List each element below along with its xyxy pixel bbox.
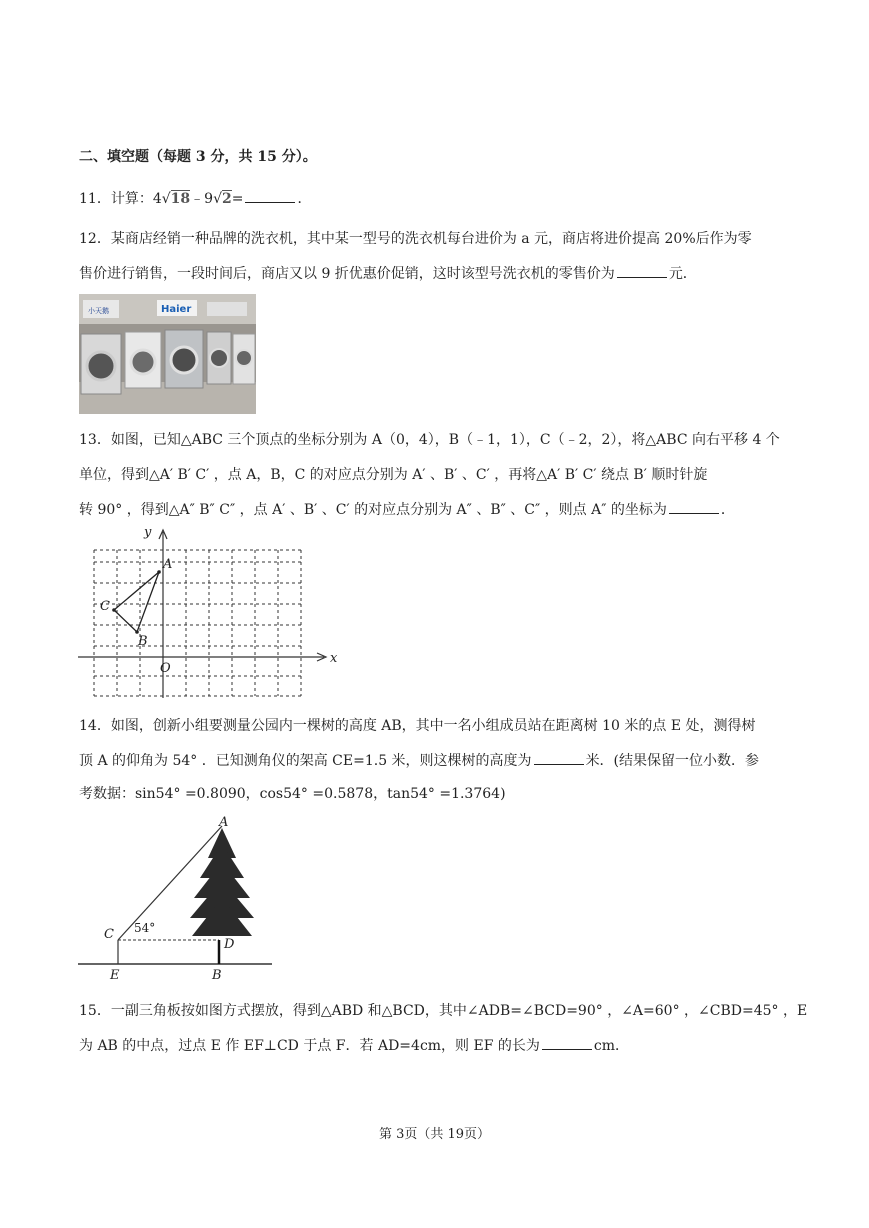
q11-prefix: 11．计算：4 — [79, 191, 162, 207]
triangle-abc — [114, 572, 159, 632]
q13-line-2: 单位，得到△A′ B′ C′ ，点 A，B，C 的对应点分别为 A′ 、B′ 、C′ ，再将△A′ B′ C′ 绕点 B′ 顺时针旋 — [79, 467, 708, 483]
label-a: A — [219, 815, 229, 830]
answer-blank — [245, 188, 295, 203]
label-b: B — [212, 968, 222, 983]
q11-radicand-1: 18 — [170, 191, 191, 207]
label-o: O — [160, 661, 171, 676]
label-c: C — [100, 599, 110, 614]
tree-icon — [190, 828, 254, 936]
brand-sign: Haier — [161, 304, 192, 315]
q14-text-cont: 米．(结果保留一位小数．参 — [585, 753, 760, 769]
angle-label: 54° — [134, 921, 156, 935]
q11-end: ． — [297, 191, 312, 207]
q13-text: 转 90° ，得到△A″ B″ C″ ，点 A′ 、B′ 、C′ 的对应点分别为 A″ 、B″ 、C″ ，则点 A″ 的坐标为 — [79, 502, 667, 518]
q11-radicand-2: 2 — [221, 191, 232, 207]
question-11 — [79, 188, 311, 209]
q12-line-2 — [79, 263, 697, 284]
label-a: A — [163, 557, 173, 572]
label-b: B — [138, 634, 148, 649]
sqrt-sign-icon: √ — [161, 191, 171, 207]
label-c: C — [104, 927, 114, 942]
answer-blank — [669, 499, 719, 514]
q15-line-1: 15．一副三角板按如图方式摆放，得到△ABD 和△BCD，其中∠ADB=∠BCD=90° ，∠A=60° ，∠CBD=45° ，E — [79, 1003, 808, 1019]
label-x: x — [330, 651, 338, 666]
q12-unit: 元． — [668, 266, 697, 282]
label-d: D — [224, 937, 235, 952]
q15-text: 为 AB 的中点，过点 E 作 EF⊥CD 于点 F．若 AD=4cm，则 EF 的长为 — [79, 1038, 540, 1054]
q14-text: 顶 A 的仰角为 54° ．已知测角仪的架高 CE=1.5 米，则这棵树的高度为 — [79, 753, 532, 769]
q14-line-1: 14．如图，创新小组要测量公园内一棵树的高度 AB，其中一名小组成员站在距离树 10 米的点 E 处，测得树 — [79, 718, 756, 734]
coordinate-grid-figure — [74, 522, 344, 702]
q13-end: ． — [720, 502, 735, 518]
label-e: E — [110, 968, 120, 983]
q11-mid: ﹣9 — [190, 191, 214, 207]
q11-equals: = — [231, 191, 244, 207]
answer-blank — [534, 750, 584, 765]
answer-blank — [542, 1035, 592, 1050]
q14-line-2 — [79, 750, 759, 771]
sqrt-sign-icon: √ — [213, 191, 222, 207]
grid-lines — [94, 550, 301, 696]
q14-line-3: 考数据：sin54° =0.8090，cos54° =0.5878，tan54° =1.3764) — [79, 786, 506, 802]
q13-line-3 — [79, 499, 735, 520]
answer-blank — [617, 263, 667, 278]
washing-machine-photo — [79, 294, 256, 414]
q12-line-1: 12．某商店经销一种品牌的洗衣机，其中某一型号的洗衣机每台进价为 a 元，商店将进价提高 20%后作为零 — [79, 231, 752, 247]
tree-height-figure — [76, 812, 276, 984]
q15-line-2 — [79, 1035, 629, 1056]
q12-text: 售价进行销售，一段时间后，商店又以 9 折优惠价促销，这时该型号洗衣机的零售价为 — [79, 266, 615, 282]
store-sign: 小天鹅 — [88, 307, 109, 315]
q15-unit: cm． — [593, 1038, 630, 1054]
section-title: 二、填空题（每题 3 分，共 15 分）。 — [79, 149, 317, 165]
q13-line-1: 13．如图，已知△ABC 三个顶点的坐标分别为 A（0，4），B（﹣1，1），C（﹣2，2），将△ABC 向右平移 4 个 — [79, 432, 780, 448]
page-footer: 第 3页（共 19页） — [378, 1127, 491, 1142]
label-y: y — [144, 525, 152, 540]
